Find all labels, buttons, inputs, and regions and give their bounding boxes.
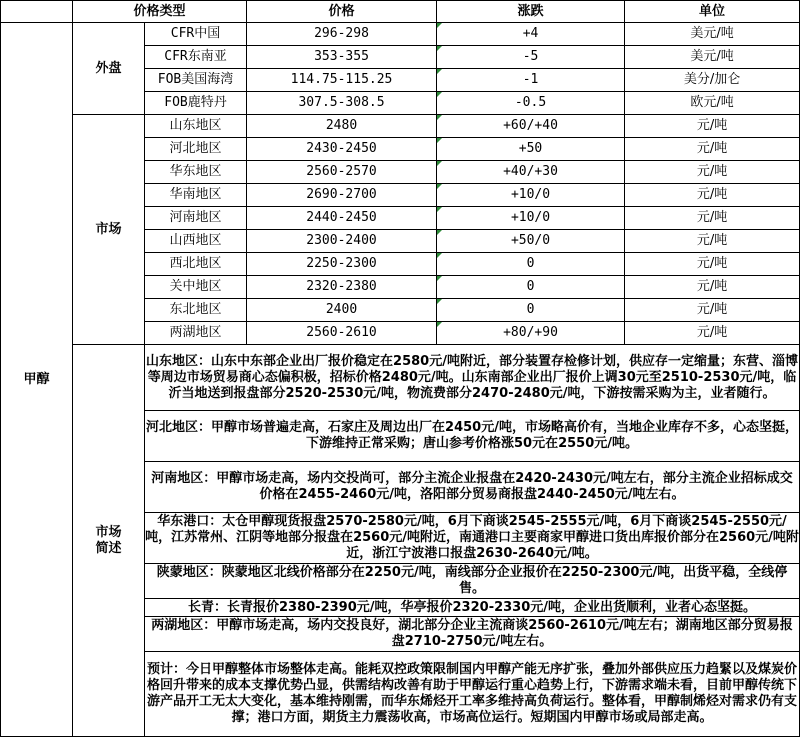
- price-cell: 2430-2450: [247, 138, 437, 161]
- price-cell: 353-355: [247, 46, 437, 69]
- unit-cell: 元/吨: [625, 184, 800, 207]
- region-cell: 华东地区: [145, 161, 247, 184]
- region-cell: 西北地区: [145, 253, 247, 276]
- overseas-label: 外盘: [73, 23, 145, 115]
- region-cell: FOB鹿特丹: [145, 92, 247, 115]
- unit-cell: 元/吨: [625, 322, 800, 345]
- change-cell: +4: [437, 23, 625, 46]
- region-cell: FOB美国海湾: [145, 69, 247, 92]
- change-cell: +80/+90: [437, 322, 625, 345]
- change-cell: +50: [437, 138, 625, 161]
- region-cell: CFR中国: [145, 23, 247, 46]
- price-cell: 2560-2570: [247, 161, 437, 184]
- unit-cell: 美元/吨: [625, 46, 800, 69]
- unit-cell: 元/吨: [625, 207, 800, 230]
- change-cell: 0: [437, 299, 625, 322]
- table-row: [1, 23, 800, 46]
- unit-cell: 元/吨: [625, 230, 800, 253]
- price-cell: 2480: [247, 115, 437, 138]
- brief-label-line2: 简述: [95, 540, 122, 556]
- table-row: [1, 115, 800, 138]
- header-blank-cell: [1, 1, 73, 23]
- price-cell: 2320-2380: [247, 276, 437, 299]
- change-cell: +10/0: [437, 184, 625, 207]
- note-shaanxi-mongolia: 陕蒙地区：陕蒙地区北线价格部分在2250元/吨，南线部分企业报价在2250-2300元/吨，出货平稳，全线停售。: [145, 564, 800, 599]
- change-cell: +50/0: [437, 230, 625, 253]
- unit-cell: 元/吨: [625, 299, 800, 322]
- brief-label: [73, 345, 145, 737]
- region-cell: 山东地区: [145, 115, 247, 138]
- price-cell: 2400: [247, 299, 437, 322]
- price-cell: 296-298: [247, 23, 437, 46]
- header-change: 涨跌: [437, 1, 625, 23]
- header-type: 价格类型: [73, 1, 247, 23]
- region-cell: 关中地区: [145, 276, 247, 299]
- region-cell: 两湖地区: [145, 322, 247, 345]
- product-label: 甲醇: [1, 23, 73, 737]
- price-cell: 2440-2450: [247, 207, 437, 230]
- unit-cell: 美元/吨: [625, 23, 800, 46]
- unit-cell: 元/吨: [625, 253, 800, 276]
- unit-cell: 元/吨: [625, 115, 800, 138]
- change-cell: 0: [437, 276, 625, 299]
- region-cell: 河南地区: [145, 207, 247, 230]
- change-cell: -0.5: [437, 92, 625, 115]
- change-cell: +60/+40: [437, 115, 625, 138]
- market-label: 市场: [73, 115, 145, 345]
- note-row: [1, 345, 800, 411]
- region-cell: CFR东南亚: [145, 46, 247, 69]
- note-henan: 河南地区：甲醇市场走高，场内交投尚可，部分主流企业报盘在2420-2430元/吨左右，部分主流企业招标成交价格在2455-2460元/吨，洛阳部分贸易商报盘2440-2450元/吨左右。: [145, 462, 800, 513]
- note-shandong: 山东地区：山东中东部企业出厂报价稳定在2580元/吨附近，部分装置存检修计划，供应存一定缩量；东营、淄博等周边市场贸易商心态偏积极，招标价格2480元/吨。山东南部企业出厂报价上调30元至2510-2530元/吨，临沂当地送到报盘部分2520-2530元/吨，物流费部分2470-2480元/吨，下游按需采购为主，业者随行。: [145, 345, 800, 411]
- region-cell: 华南地区: [145, 184, 247, 207]
- note-hebei: 河北地区：甲醇市场普遍走高，石家庄及周边出厂在2450元/吨，市场略高价有，当地企业库存不多，心态坚挺，下游维持正常采购；唐山参考价格涨50元在2550元/吨。: [145, 411, 800, 462]
- unit-cell: 欧元/吨: [625, 92, 800, 115]
- price-cell: 2300-2400: [247, 230, 437, 253]
- price-cell: 114.75-115.25: [247, 69, 437, 92]
- change-cell: 0: [437, 253, 625, 276]
- brief-label-line1: 市场: [95, 524, 122, 540]
- price-cell: 307.5-308.5: [247, 92, 437, 115]
- region-cell: 山西地区: [145, 230, 247, 253]
- change-cell: +40/+30: [437, 161, 625, 184]
- price-cell: 2560-2610: [247, 322, 437, 345]
- note-hubei-hunan: 两湖地区：甲醇市场走高，场内交投良好，湖北部分企业主流商谈2560-2610元/吨左右；湖南地区部分贸易报盘2710-2750元/吨左右。: [145, 617, 800, 652]
- header-row: [1, 1, 800, 23]
- change-cell: +10/0: [437, 207, 625, 230]
- change-cell: -1: [437, 69, 625, 92]
- unit-cell: 美分/加仑: [625, 69, 800, 92]
- price-cell: 2690-2700: [247, 184, 437, 207]
- note-forecast: 预计：今日甲醇整体市场整体走高。能耗双控政策限制国内甲醇产能无序扩张，叠加外部供应压力趋緊以及煤炭价格回升带来的成本支撑优势凸显，供需结构改善有助于甲醇运行重心趋势上行，下游需求端未看，目前甲醇传统下游产品开工无太大变化，基本维持刚需，而华东烯烃开工率多维持高负荷运行。整体看，甲醇制烯烃对需求仍有支撑；港口方面，期货主力震荡收高，市场高位运行。短期国内甲醇市场或局部走高。: [145, 652, 800, 737]
- price-cell: 2250-2300: [247, 253, 437, 276]
- header-price: 价格: [247, 1, 437, 23]
- region-cell: 东北地区: [145, 299, 247, 322]
- header-unit: 单位: [625, 1, 800, 23]
- change-cell: -5: [437, 46, 625, 69]
- unit-cell: 元/吨: [625, 161, 800, 184]
- note-east-china-port: 华东港口：太仓甲醇现货报盘2570-2580元/吨，6月下商谈2545-2555元/吨，6月下商谈2545-2550元/吨，江苏常州、江阴等地部分报盘在2560元/吨附近，南通港口主要商家甲醇进口货出库报价部分在2560元/吨附近，浙江宁波港口报盘2630-2640元/吨。: [145, 513, 800, 564]
- unit-cell: 元/吨: [625, 276, 800, 299]
- region-cell: 河北地区: [145, 138, 247, 161]
- unit-cell: 元/吨: [625, 138, 800, 161]
- note-changqing: 长青：长青报价2380-2390元/吨，华亭报价2320-2330元/吨，企业出货顺利，业者心态坚挺。: [145, 599, 800, 617]
